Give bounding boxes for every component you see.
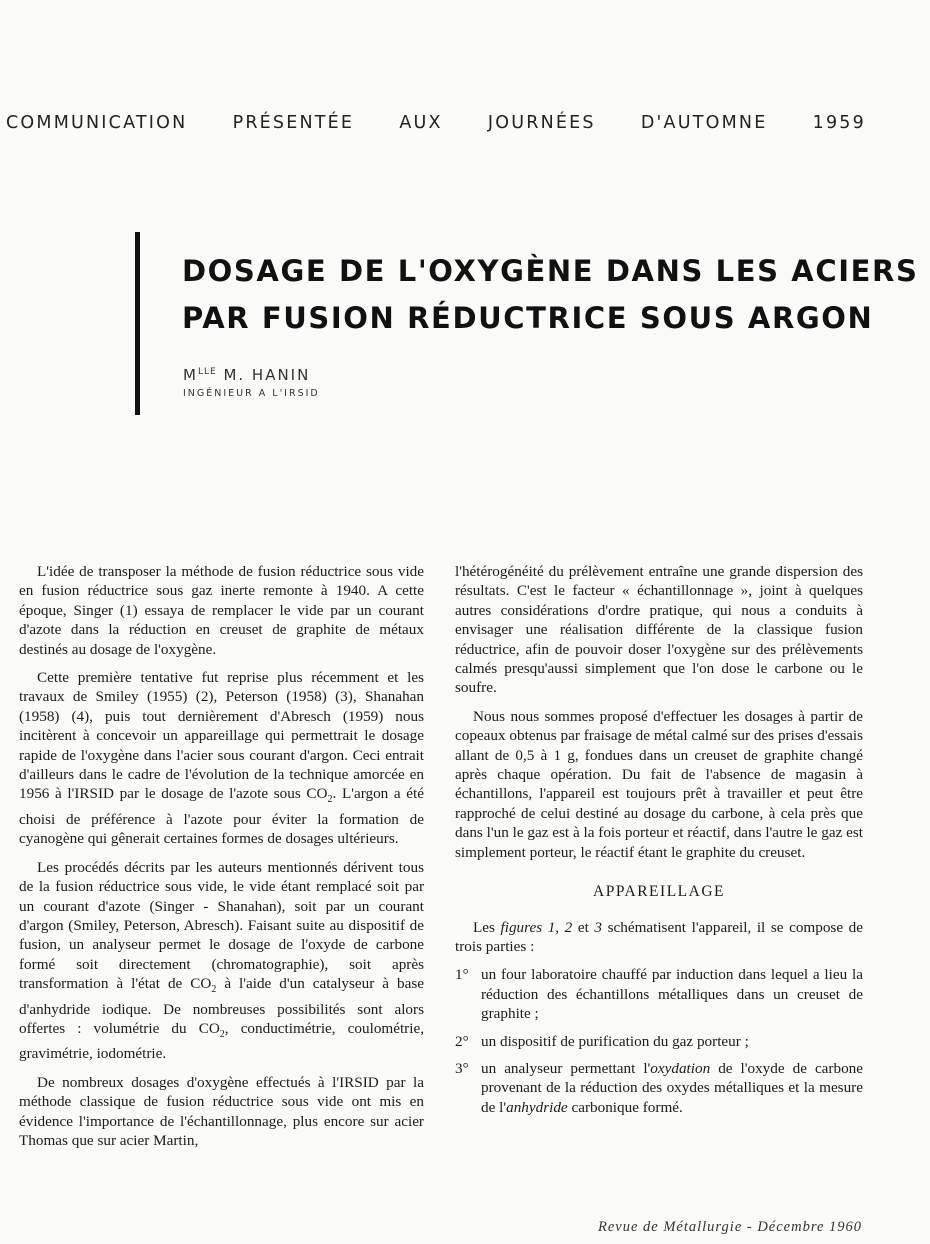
header-word: JOURNÉES [487,113,596,133]
text-run: schématisent l'appareil, il se compose de trois parties : [455,918,863,955]
author-name [183,366,310,384]
list-text [481,1059,863,1117]
emphasis: anhydride [506,1098,568,1116]
text-run: un analyseur permettant l' [481,1059,651,1077]
paragraph: De nombreux dosages d'oxygène effectués à l'IRSID par la méthode classique de fusion réductrice sous vide ont mis en évidence l'importance de l'échantillonnage, plus encore sur acier Thomas que sur acier Martin, [19,1073,424,1150]
journal-footer: Revue de Métallurgie - Décembre 1960 [597,1219,862,1235]
paragraph: L'idée de transposer la méthode de fusion réductrice sous vide en fusion réductrice sous gaz inerte remonte à 1940. A cette époque, Singer (1) essaya de remplacer le vide par un courant d'azote dans la réduction en creuset de graphite de métaux destinés au dosage de l'oxygène. [19,563,424,658]
right-column [455,562,863,1125]
figure-reference: figures 1, 2 [500,918,573,936]
emphasis: oxydation [650,1059,711,1077]
text-run: Les procédés décrits par les auteurs mentionnés dérivent tous de la fusion réductrice sous vide, le vide étant remplacé soit par un courant d'azote (Singer - Shanahan), soit par un courant d'argon (Smiley, Peterson, Abresch). Faisant suite au dispositif de fusion, un analyseur permet le dosage de l'oxyde de carbone formé soit directement (chromatographie), soit après transformation à l'état de CO [19,858,424,993]
title-line-2: PAR FUSION RÉDUCTRICE SOUS ARGON [182,301,874,335]
article-title [182,248,919,342]
text-run: . L'argon a été choisi de préférence à l'azote pour éviter la formation de cyanogène qui gênerait certaines formes de dosages ultérieurs. [19,785,424,848]
list-text: un dispositif de purification du gaz porteur ; [481,1032,749,1050]
left-column [19,562,424,1159]
header-word: D'AUTOMNE [640,113,768,133]
header-word: COMMUNICATION [6,113,188,133]
paragraph: Nous nous sommes proposé d'effectuer les dosages à partir de copeaux obtenus par fraisage de métal calmé sur des prises d'essais allant de 0,5 à 1 g, fondues dans un creuset de graphite changé après chaque opération. Du fait de l'absence de magasin à échantillons, l'appareil est toujours prêt à travailler et peut être rapproché de celui destiné au dosage du carbone, à cela près que dans l'un le gaz est à la fois porteur et réactif, dans l'autre le gaz est simplement porteur, le réactif étant le graphite du creuset. [455,707,863,861]
list-number: 1° [455,966,469,984]
author-affiliation: INGÉNIEUR A L'IRSID [183,388,320,399]
text-run: carbonique formé. [567,1098,683,1116]
text-run: , conductimétrie, coulométrie, gravimétrie, iodométrie. [19,1020,425,1063]
text-run: à l'aide d'un catalyseur à base d'anhydride iodique. De nombreuses possibilités sont alors offertes : volumétrie du CO [19,975,424,1037]
author-title-sup: LLE [197,367,217,377]
header-word: PRÉSENTÉE [232,113,355,133]
text-run: Cette première tentative fut reprise plus récemment et les travaux de Smiley (1955) (2), Peterson (1958) (3), Shanahan (1958) (4), puis tout dernièrement d'Abresch (1959) nous incitèrent à concevoir un appareillage qui permettrait le dosage rapide de l'oxygène dans l'acier sous courant d'argon. Ceci entrait d'ailleurs dans le cadre de l'évolution de la technique amorcée en 1956 à l'IRSID par le dosage de l'azote sous CO [19,669,424,803]
subscript: 2 [219,1029,225,1041]
header-word: AUX [399,113,443,133]
section-title: APPAREILLAGE [593,883,725,901]
paragraph [19,668,424,849]
list-text: un four laboratoire chauffé par induction dans lequel a lieu la réduction des échantillons métalliques dans un creuset de graphite ; [481,966,863,1023]
title-line-1: DOSAGE DE L'OXYGÈNE DANS LES ACIERS [182,254,919,288]
header-word: 1959 [812,113,866,133]
text-run: Les [473,918,501,936]
title-accent-bar [135,232,140,415]
paragraph [19,858,424,1064]
author-surname: M. HANIN [216,366,311,384]
text-run: et [572,918,595,936]
list-item [455,1032,863,1051]
text-run: de l'oxyde de carbone provenant de la réduction des oxydes métalliques et la mesure de l' [481,1059,863,1116]
subscript: 2 [327,794,333,806]
paragraph [455,918,863,957]
list-number: 2° [455,1032,469,1050]
list-item [455,1059,863,1117]
list-number: 3° [455,1059,469,1077]
list-item [455,965,863,1023]
figure-reference: 3 [594,918,602,936]
conference-header [6,113,866,133]
paragraph: l'hétérogénéité du prélèvement entraîne une grande dispersion des résultats. C'est le facteur « échantillonnage », joint à quelques autres considérations d'ordre pratique, qui nous a conduits à envisager une réalisation différente de la classique fusion réductrice, afin de pouvoir doser l'oxygène sur des prélèvements calmés presqu'aussi simplement que l'on dose le carbone ou le soufre. [455,563,863,697]
subscript: 2 [211,984,217,996]
author-prefix: M [183,366,198,384]
